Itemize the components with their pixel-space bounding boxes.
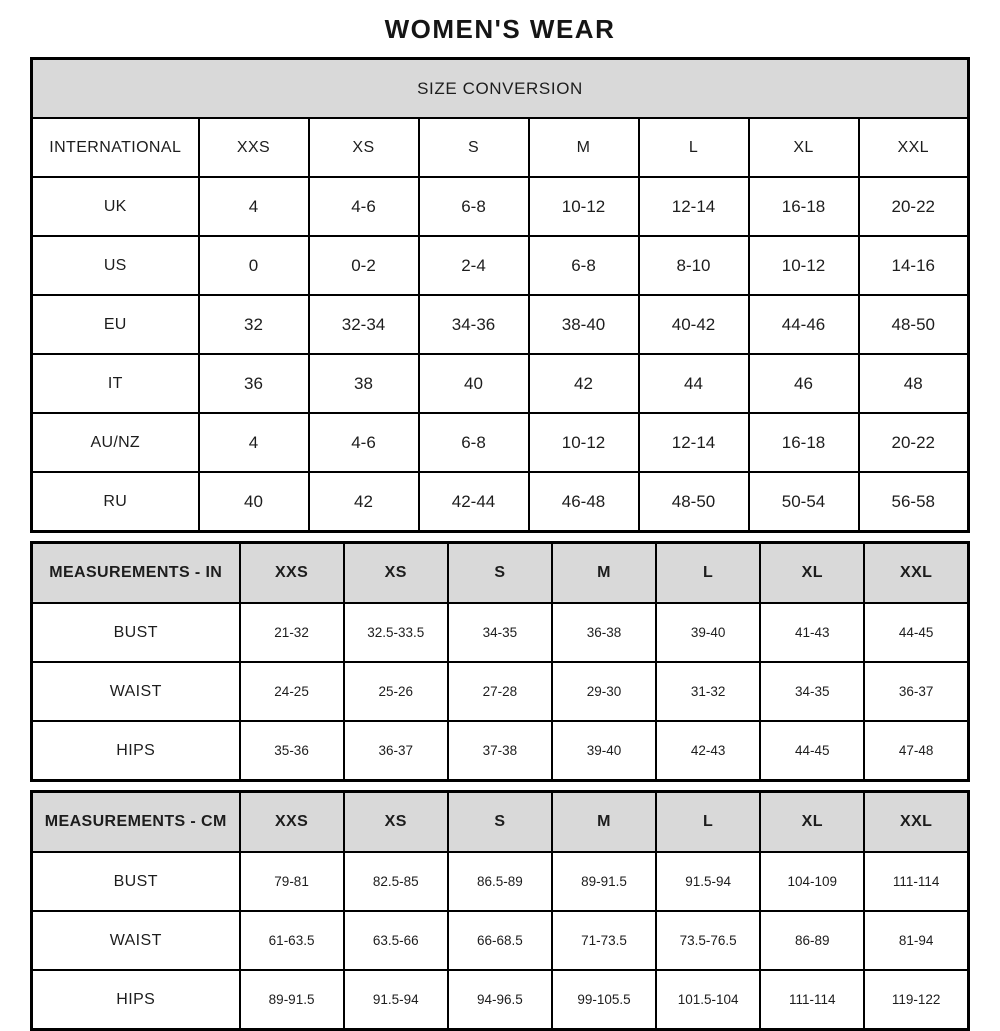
table-row [32,603,969,662]
data-cell: 94-96.5 [448,970,552,1030]
data-cell: 99-105.5 [552,970,656,1030]
data-cell: 48-50 [639,472,749,532]
data-cell: 6-8 [419,413,529,472]
data-cell: 44 [639,354,749,413]
table-row [32,295,969,354]
data-cell: 16-18 [749,177,859,236]
data-cell: 4 [199,177,309,236]
data-cell: 111-114 [760,970,864,1030]
row-label: HIPS [32,721,240,781]
row-label: UK [32,177,199,236]
row-label: IT [32,354,199,413]
data-cell: 38-40 [529,295,639,354]
table-row [32,911,969,970]
data-cell: 91.5-94 [344,970,448,1030]
data-cell: 32.5-33.5 [344,603,448,662]
data-cell: 39-40 [656,603,760,662]
table-row [32,177,969,236]
data-cell: 21-32 [240,603,344,662]
data-cell: 35-36 [240,721,344,781]
data-cell: 4-6 [309,413,419,472]
header-size-cell: S [419,118,529,177]
table-row [32,236,969,295]
data-cell: 41-43 [760,603,864,662]
header-size-cell: M [529,118,639,177]
data-cell: 42-43 [656,721,760,781]
data-cell: 44-46 [749,295,859,354]
data-cell: 82.5-85 [344,852,448,911]
data-cell: 31-32 [656,662,760,721]
header-size-cell: L [656,792,760,853]
row-label: US [32,236,199,295]
data-cell: 56-58 [859,472,969,532]
data-cell: 119-122 [864,970,968,1030]
data-cell: 32 [199,295,309,354]
header-size-cell: XXL [859,118,969,177]
data-cell: 34-36 [419,295,529,354]
data-cell: 27-28 [448,662,552,721]
header-row [32,543,969,604]
header-size-cell: XXS [240,792,344,853]
data-cell: 20-22 [859,413,969,472]
data-cell: 47-48 [864,721,968,781]
data-cell: 91.5-94 [656,852,760,911]
header-size-cell: XL [760,792,864,853]
data-cell: 44-45 [864,603,968,662]
header-label-cell: MEASUREMENTS - IN [32,543,240,604]
table-row [32,354,969,413]
data-cell: 48 [859,354,969,413]
data-cell: 79-81 [240,852,344,911]
table-row [32,413,969,472]
header-size-cell: XXL [864,792,968,853]
data-cell: 6-8 [419,177,529,236]
data-cell: 40-42 [639,295,749,354]
header-size-cell: XS [309,118,419,177]
data-cell: 66-68.5 [448,911,552,970]
data-cell: 104-109 [760,852,864,911]
data-cell: 48-50 [859,295,969,354]
data-cell: 10-12 [529,177,639,236]
data-cell: 86-89 [760,911,864,970]
data-cell: 0-2 [309,236,419,295]
measurements-cm-table [30,790,970,1031]
data-cell: 36-37 [344,721,448,781]
header-size-cell: M [552,543,656,604]
row-label: AU/NZ [32,413,199,472]
data-cell: 81-94 [864,911,968,970]
data-cell: 46 [749,354,859,413]
header-size-cell: XS [344,792,448,853]
data-cell: 12-14 [639,177,749,236]
header-size-cell: L [639,118,749,177]
data-cell: 73.5-76.5 [656,911,760,970]
data-cell: 111-114 [864,852,968,911]
table-row [32,721,969,781]
data-cell: 0 [199,236,309,295]
header-row [32,118,969,177]
data-cell: 86.5-89 [448,852,552,911]
data-cell: 20-22 [859,177,969,236]
header-size-cell: L [656,543,760,604]
row-label: WAIST [32,662,240,721]
header-row [32,792,969,853]
size-conversion-table [30,57,970,533]
data-cell: 16-18 [749,413,859,472]
measurements-in-table [30,541,970,782]
data-cell: 50-54 [749,472,859,532]
data-cell: 37-38 [448,721,552,781]
page-title: WOMEN'S WEAR [384,14,616,44]
row-label: WAIST [32,911,240,970]
table-banner-row [32,59,969,119]
data-cell: 24-25 [240,662,344,721]
data-cell: 89-91.5 [240,970,344,1030]
header-size-cell: XL [760,543,864,604]
data-cell: 44-45 [760,721,864,781]
header-size-cell: S [448,792,552,853]
header-size-cell: XXL [864,543,968,604]
row-label: BUST [32,852,240,911]
data-cell: 71-73.5 [552,911,656,970]
data-cell: 6-8 [529,236,639,295]
header-size-cell: S [448,543,552,604]
data-cell: 63.5-66 [344,911,448,970]
header-size-cell: XXS [240,543,344,604]
data-cell: 42-44 [419,472,529,532]
data-cell: 42 [529,354,639,413]
data-cell: 40 [419,354,529,413]
header-label-cell: MEASUREMENTS - CM [32,792,240,853]
data-cell: 89-91.5 [552,852,656,911]
data-cell: 32-34 [309,295,419,354]
data-cell: 46-48 [529,472,639,532]
data-cell: 36 [199,354,309,413]
data-cell: 10-12 [749,236,859,295]
data-cell: 38 [309,354,419,413]
tables-container [0,57,1000,1031]
data-cell: 42 [309,472,419,532]
data-cell: 4-6 [309,177,419,236]
table-row [32,662,969,721]
data-cell: 10-12 [529,413,639,472]
data-cell: 12-14 [639,413,749,472]
data-cell: 40 [199,472,309,532]
header-label-cell: INTERNATIONAL [32,118,199,177]
row-label: RU [32,472,199,532]
data-cell: 101.5-104 [656,970,760,1030]
data-cell: 61-63.5 [240,911,344,970]
data-cell: 2-4 [419,236,529,295]
data-cell: 4 [199,413,309,472]
data-cell: 8-10 [639,236,749,295]
data-cell: 14-16 [859,236,969,295]
table-banner: SIZE CONVERSION [32,59,969,119]
header-size-cell: XS [344,543,448,604]
header-size-cell: XL [749,118,859,177]
table-row [32,852,969,911]
data-cell: 36-37 [864,662,968,721]
row-label: EU [32,295,199,354]
data-cell: 34-35 [760,662,864,721]
table-row [32,472,969,532]
data-cell: 36-38 [552,603,656,662]
header-size-cell: M [552,792,656,853]
row-label: BUST [32,603,240,662]
row-label: HIPS [32,970,240,1030]
data-cell: 34-35 [448,603,552,662]
data-cell: 25-26 [344,662,448,721]
data-cell: 29-30 [552,662,656,721]
header-size-cell: XXS [199,118,309,177]
data-cell: 39-40 [552,721,656,781]
